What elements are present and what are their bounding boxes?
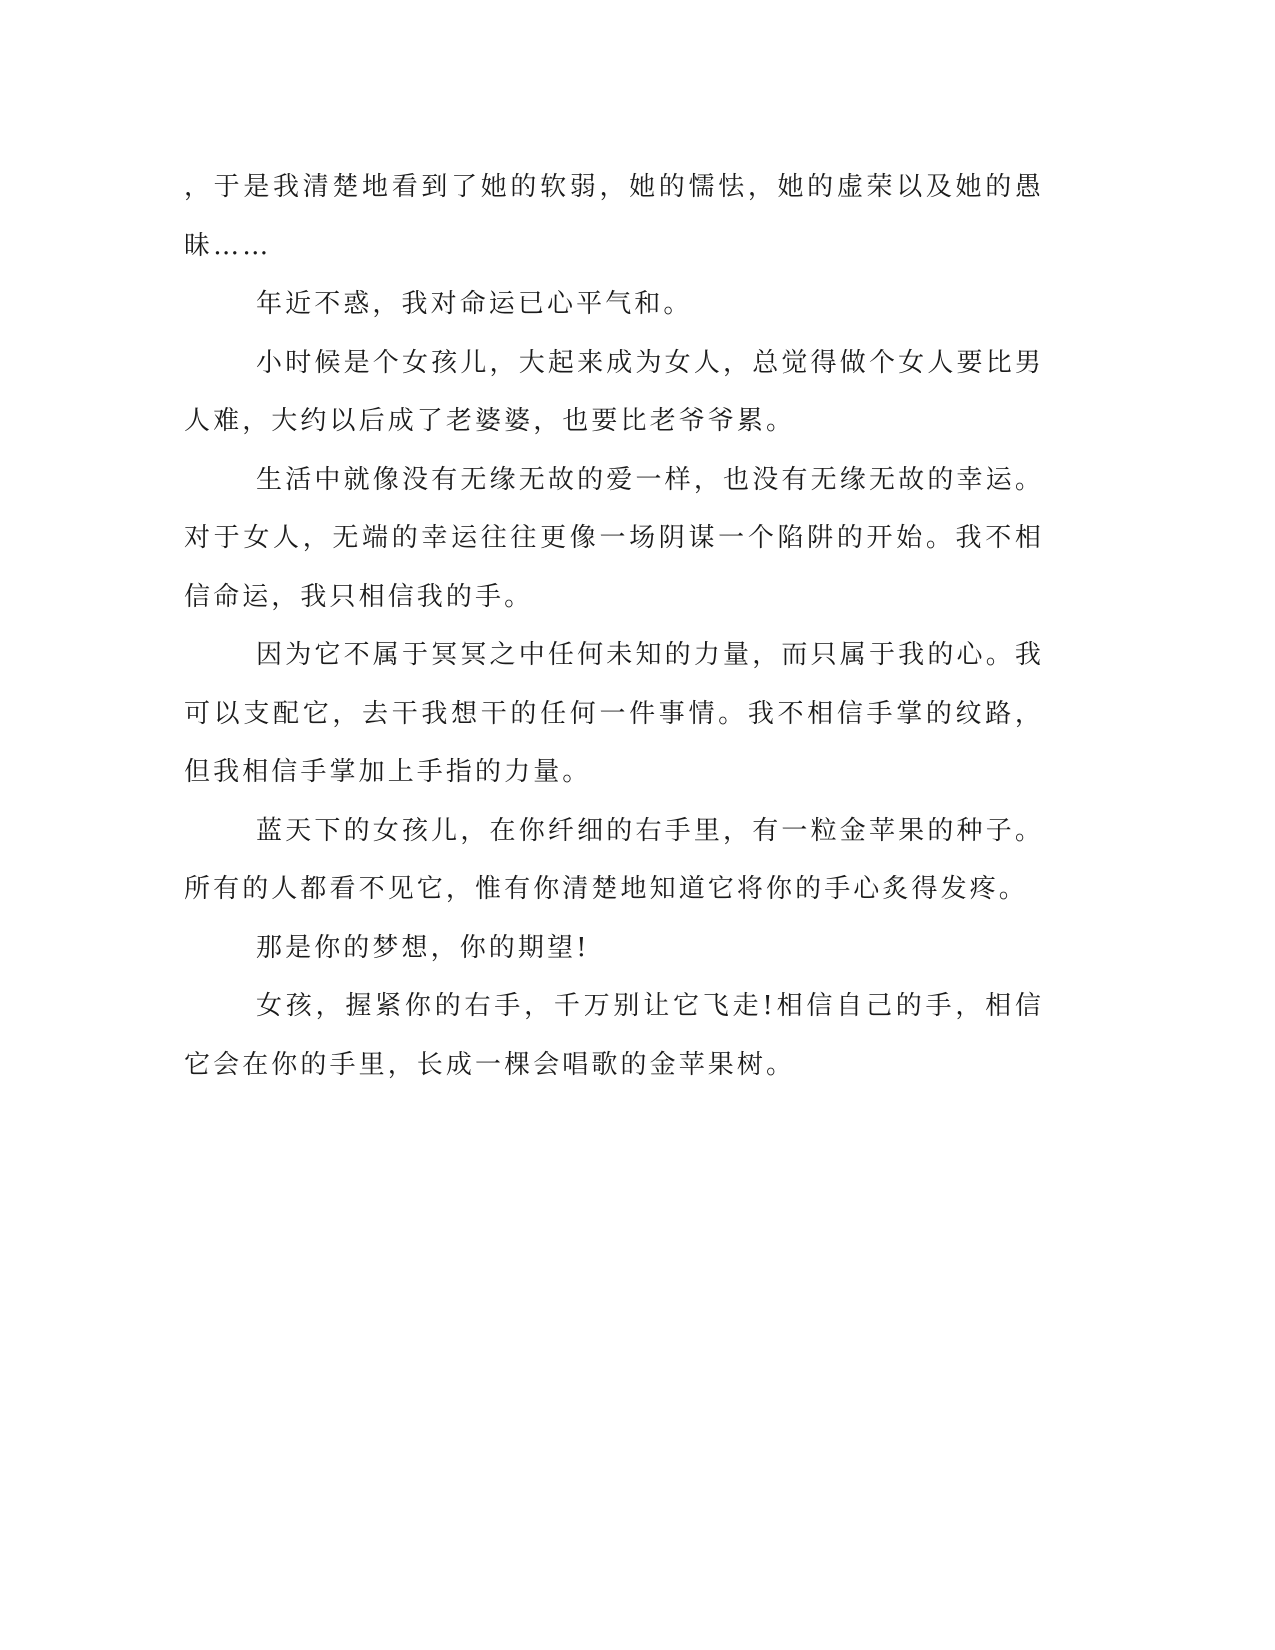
document-body	[184, 158, 1044, 1094]
paragraph: 女孩，握紧你的右手，千万别让它飞走!相信自己的手，相信它会在你的手里，长成一棵会唱歌的金苹果树。	[184, 991, 1044, 1080]
paragraph: 因为它不属于冥冥之中任何未知的力量，而只属于我的心。我可以支配它，去干我想干的任何一件事情。我不相信手掌的纹路，但我相信手掌加上手指的力量。	[184, 640, 1044, 787]
paragraph: 小时候是个女孩儿，大起来成为女人，总觉得做个女人要比男人难，大约以后成了老婆婆，也要比老爷爷累。	[184, 347, 1044, 436]
paragraph: 那是你的梦想，你的期望!	[256, 932, 590, 963]
paragraph: 蓝天下的女孩儿，在你纤细的右手里，有一粒金苹果的种子。所有的人都看不见它，惟有你清楚地知道它将你的手心炙得发疼。	[184, 815, 1044, 904]
paragraph: 年近不惑，我对命运已心平气和。	[256, 289, 693, 319]
paragraph-continuation: ，于是我清楚地看到了她的软弱，她的懦怯，她的虚荣以及她的愚昧……	[184, 172, 1044, 261]
paragraph: 生活中就像没有无缘无故的爱一样，也没有无缘无故的幸运。对于女人，无端的幸运往往更像一场阴谋一个陷阱的开始。我不相信命运，我只相信我的手。	[184, 464, 1044, 612]
